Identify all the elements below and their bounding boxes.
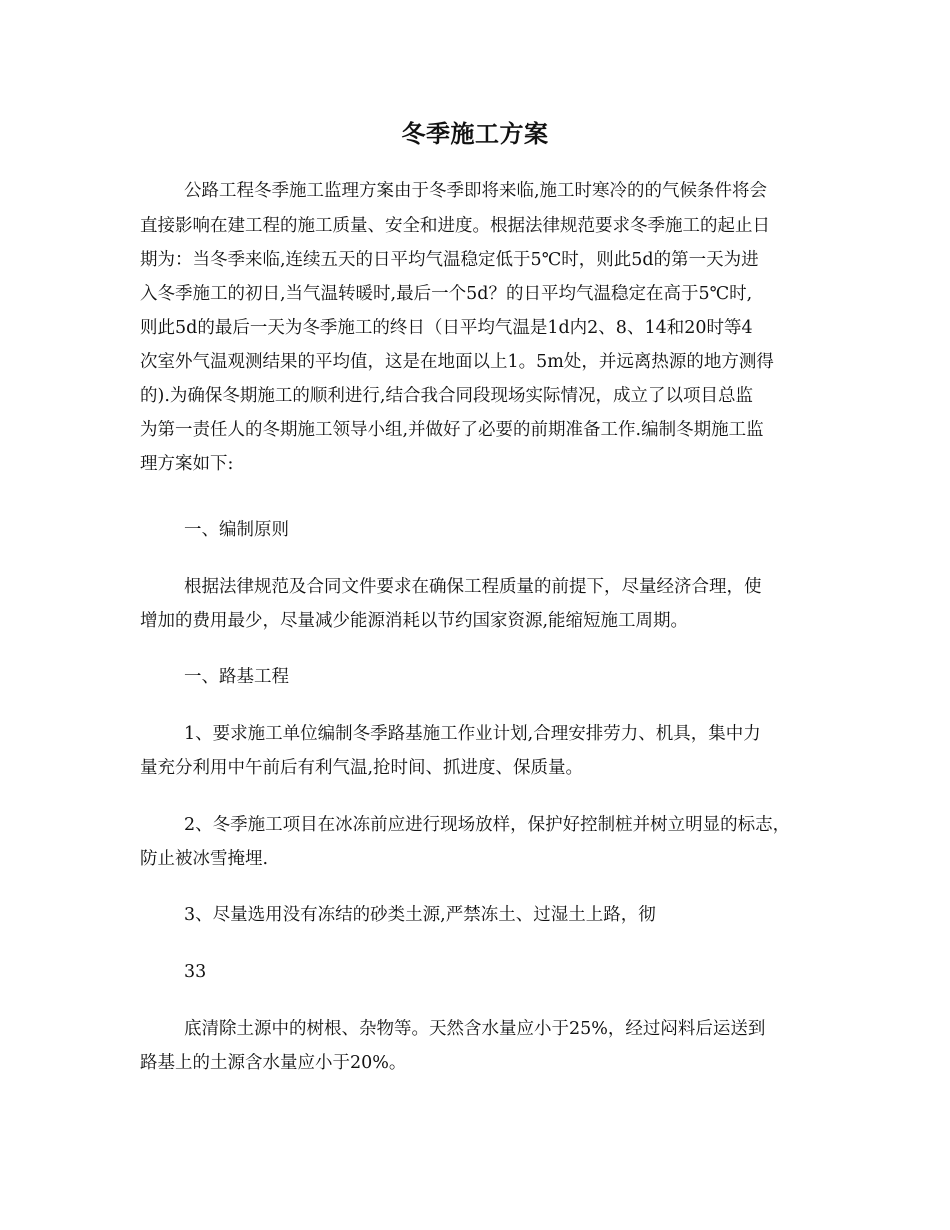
intro-line: 次室外气温观测结果的平均值，这是在地面以上1。5m处，并远离热源的地方测得 [140,352,774,372]
paragraph-line: 路基上的土源含水量应小于20%。 [140,1053,407,1073]
list-item-line: 防止被冰雪掩埋. [140,849,269,869]
intro-line: 则此5d的最后一天为冬季施工的终日（日平均气温是1d内2、8、14和20时等4 [140,318,753,338]
intro-line: 为第一责任人的冬期施工领导小组,并做好了必要的前期准备工作.编制冬期施工监 [140,420,764,440]
document-title: 冬季施工方案 [401,119,549,148]
intro-line: 期为：当冬季来临,连续五天的日平均气温稳定低于5℃时，则此5d的第一天为进 [140,250,759,270]
list-item-line: 量充分利用中午前后有利气温,抢时间、抓进度、保质量。 [140,758,584,778]
intro-line: 理方案如下: [140,454,234,474]
paragraph-line: 增加的费用最少，尽量减少能源消耗以节约国家资源,能缩短施工周期。 [140,611,689,631]
intro-line: 入冬季施工的初日,当气温转暖时,最后一个5d？的日平均气温稳定在高于5℃时, [140,284,753,304]
list-item-line: 3、尽量选用没有冻结的砂类土源,严禁冻土、过湿土上路，彻 [184,905,656,925]
intro-line: 的).为确保冬期施工的顺利进行,结合我合同段现场实际情况，成立了以项目总监 [140,386,753,406]
list-item-line: 2、冬季施工项目在冰冻前应进行现场放样，保护好控制桩并树立明显的标志， [184,815,791,835]
section-heading: 一、编制原则 [184,520,289,540]
page-number: 33 [184,962,207,982]
list-item-line: 1、要求施工单位编制冬季路基施工作业计划,合理安排劳力、机具，集中力 [184,724,761,744]
intro-line: 公路工程冬季施工监理方案由于冬季即将来临,施工时寒冷的的气候条件将会 [184,181,768,201]
paragraph-line: 根据法律规范及合同文件要求在确保工程质量的前提下，尽量经济合理，使 [184,577,762,597]
paragraph-line: 底清除土源中的树根、杂物等。天然含水量应小于25%，经过闷料后运送到 [184,1019,766,1039]
intro-line: 直接影响在建工程的施工质量、安全和进度。根据法律规范要求冬季施工的起止日 [140,216,770,236]
section-heading: 一、路基工程 [184,667,289,687]
